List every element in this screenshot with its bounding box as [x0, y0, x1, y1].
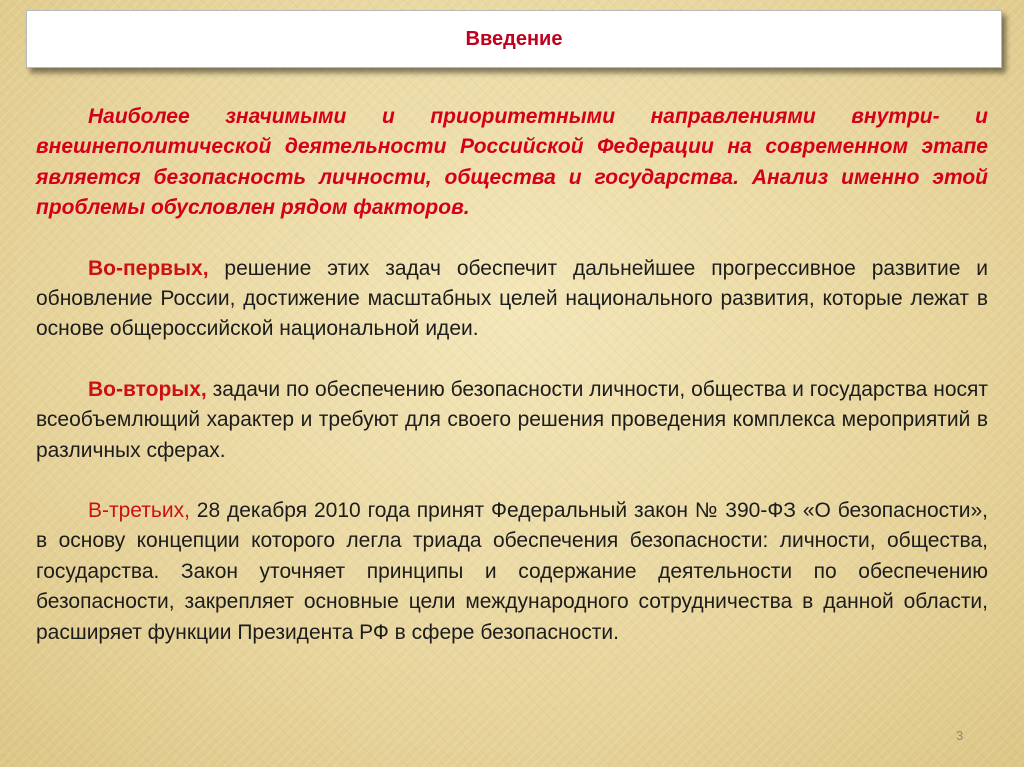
paragraph-third-body: 28 декабря 2010 года принят Федеральный закон № 390-ФЗ «О безопасности», в основу концепции которого легла триада обеспечения безопасности: личности, общества, государства. Закон уточняет принципы и содержание деятельности по обеспечению безопасности, закрепляет основные цели международного сотрудничества в данной области, расширяет функции Президента РФ в сфере безопасности.: [36, 499, 988, 644]
slide-content: [36, 102, 988, 648]
paragraph-first-body: решение этих задач обеспечит дальнейшее прогрессивное развитие и обновление России, достижение масштабных целей национального развития, которые лежат в основе общероссийской национальной идеи.: [36, 256, 988, 341]
paragraph-second: [36, 375, 988, 466]
paragraph-spacer: [36, 466, 988, 496]
slide-title: Введение: [465, 27, 563, 50]
page-number: 3: [956, 728, 964, 743]
intro-paragraph: Наиболее значимыми и приоритетными направлениями внутри- и внешнеполитической деятельности Российской Федерации на современном этапе является безопасность личности, общества и государства. Анализ именно этой проблемы обусловлен рядом факторов.: [36, 105, 988, 220]
paragraph-spacer: [36, 224, 988, 254]
paragraph-third: [36, 496, 988, 648]
paragraph-spacer: [36, 345, 988, 375]
paragraph-third-lead: В-третьих,: [88, 499, 190, 523]
paragraph-second-body: задачи по обеспечению безопасности личности, общества и государства носят всеобъемлющий характер и требуют для своего решения проведения комплекса мероприятий в различных сферах.: [36, 377, 988, 462]
title-banner: [26, 10, 1002, 68]
paragraph-first: [36, 254, 988, 345]
paragraph-second-lead: Во-вторых,: [88, 377, 207, 401]
paragraph-first-lead: Во-первых,: [88, 256, 209, 280]
